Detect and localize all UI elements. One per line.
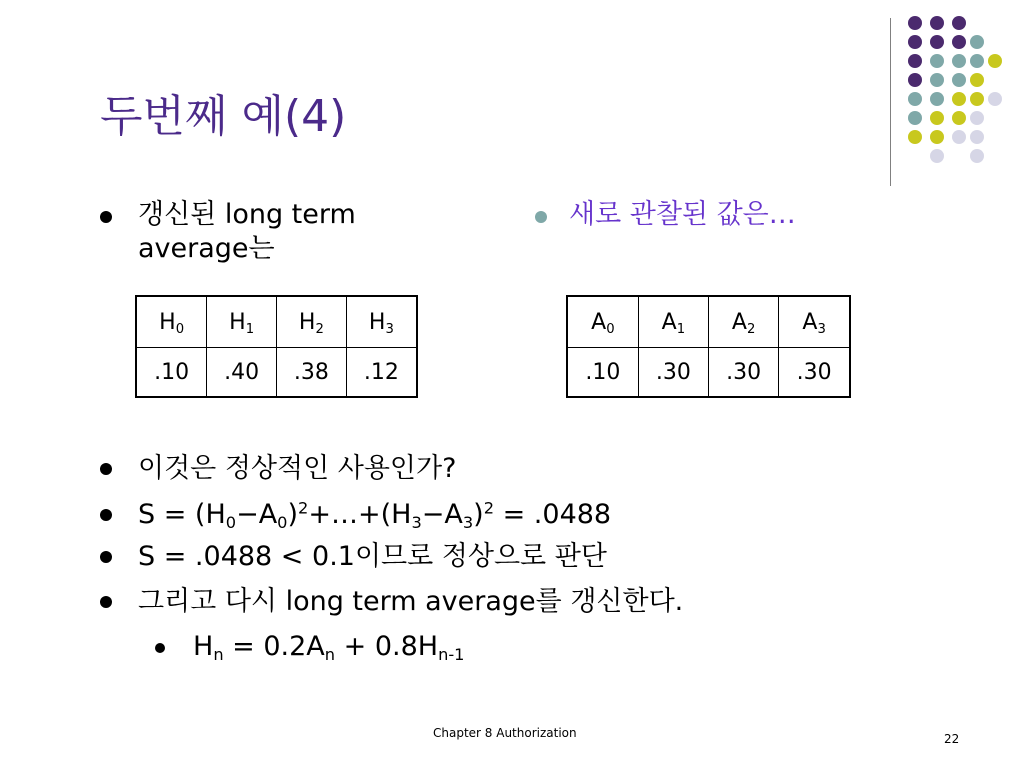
decor-dot — [970, 149, 984, 163]
table-header-cell: $A_3$ — [779, 296, 850, 348]
bullet-text-line1: 갱신된 long term — [138, 199, 356, 230]
decor-dot — [970, 111, 984, 125]
table-header-row — [136, 296, 417, 348]
bullet-text: 이것은 정상적인 사용인가? — [138, 453, 457, 484]
decor-dot — [952, 54, 966, 68]
decor-dot — [908, 130, 922, 144]
bullet-dot-icon — [100, 509, 112, 521]
table-header-row — [567, 296, 850, 348]
table-header-cell: $H_0$ — [136, 296, 207, 348]
bullet-dot-icon — [100, 596, 112, 608]
decor-dot — [930, 149, 944, 163]
bullet-text: 그리고 다시 long term average를 갱신한다. — [138, 586, 684, 617]
bullet-item-observed-values — [535, 198, 796, 232]
decor-dot — [930, 130, 944, 144]
table-cell: .10 — [136, 348, 207, 398]
decor-dot — [952, 73, 966, 87]
h-table — [135, 295, 418, 398]
table-row — [136, 348, 417, 398]
table-cell: .30 — [779, 348, 850, 398]
slide-footer: Chapter 8 Authorization — [433, 726, 577, 740]
decor-dot — [908, 111, 922, 125]
decor-dot — [930, 92, 944, 106]
table-header-cell: $A_1$ — [638, 296, 708, 348]
decor-dot — [908, 73, 922, 87]
bullet-item-normal-usage-question — [100, 452, 456, 486]
table-cell: .30 — [708, 348, 778, 398]
table-cell: .38 — [276, 348, 346, 398]
bullet-item-update-average — [100, 585, 683, 619]
decor-dot — [970, 73, 984, 87]
decor-dot — [908, 54, 922, 68]
decor-dot — [930, 54, 944, 68]
bullet-text: S = .0488 < 0.1이므로 정상으로 판단 — [138, 541, 607, 572]
table-cell: .30 — [638, 348, 708, 398]
decorative-divider — [890, 18, 891, 186]
decor-dot — [970, 130, 984, 144]
a-table — [566, 295, 851, 398]
bullet-dot-icon — [100, 463, 112, 475]
decor-dot — [930, 111, 944, 125]
decor-dot — [908, 92, 922, 106]
decor-dot — [988, 54, 1002, 68]
bullet-dot-icon — [100, 211, 112, 223]
table-row — [567, 348, 850, 398]
decor-dot — [970, 35, 984, 49]
bullet-text: 새로 관찰된 값은… — [569, 199, 796, 230]
bullet-text-formula: $S = (H_0-A_0)^2+\dots+(H_3-A_3)^2 = .0488$ — [138, 498, 612, 532]
decor-dot — [952, 130, 966, 144]
decor-dot — [908, 35, 922, 49]
decor-dot — [930, 16, 944, 30]
decor-dot — [908, 16, 922, 30]
decor-dot — [952, 16, 966, 30]
decor-dot — [952, 35, 966, 49]
decor-dot — [952, 111, 966, 125]
page-number: 22 — [944, 732, 960, 746]
decor-dot — [930, 73, 944, 87]
table-header-cell: $H_3$ — [346, 296, 417, 348]
slide-title: 두번째 예(4) — [100, 91, 347, 142]
table-cell: .10 — [567, 348, 638, 398]
bullet-item-long-term-average — [100, 198, 356, 266]
decor-dot — [970, 92, 984, 106]
decor-dot — [930, 35, 944, 49]
sub-bullet-text-formula: $H_n = 0.2A_n + 0.8H_{n-1}$ — [193, 631, 465, 664]
bullet-dot-icon — [535, 211, 547, 223]
decor-dot — [970, 54, 984, 68]
sub-bullet-dot-icon — [155, 643, 165, 653]
table-cell: .12 — [346, 348, 417, 398]
table-header-cell: $A_2$ — [708, 296, 778, 348]
bullet-item-score-formula — [100, 498, 611, 532]
bullet-dot-icon — [100, 551, 112, 563]
table-header-cell: $H_2$ — [276, 296, 346, 348]
table-header-cell: $A_0$ — [567, 296, 638, 348]
sub-bullet-update-formula — [155, 630, 464, 664]
decor-dot — [988, 92, 1002, 106]
bullet-item-normal-judgement — [100, 540, 607, 574]
table-cell: .40 — [207, 348, 277, 398]
decor-dot — [952, 92, 966, 106]
table-header-cell: $H_1$ — [207, 296, 277, 348]
bullet-text-line2: average는 — [138, 233, 275, 264]
